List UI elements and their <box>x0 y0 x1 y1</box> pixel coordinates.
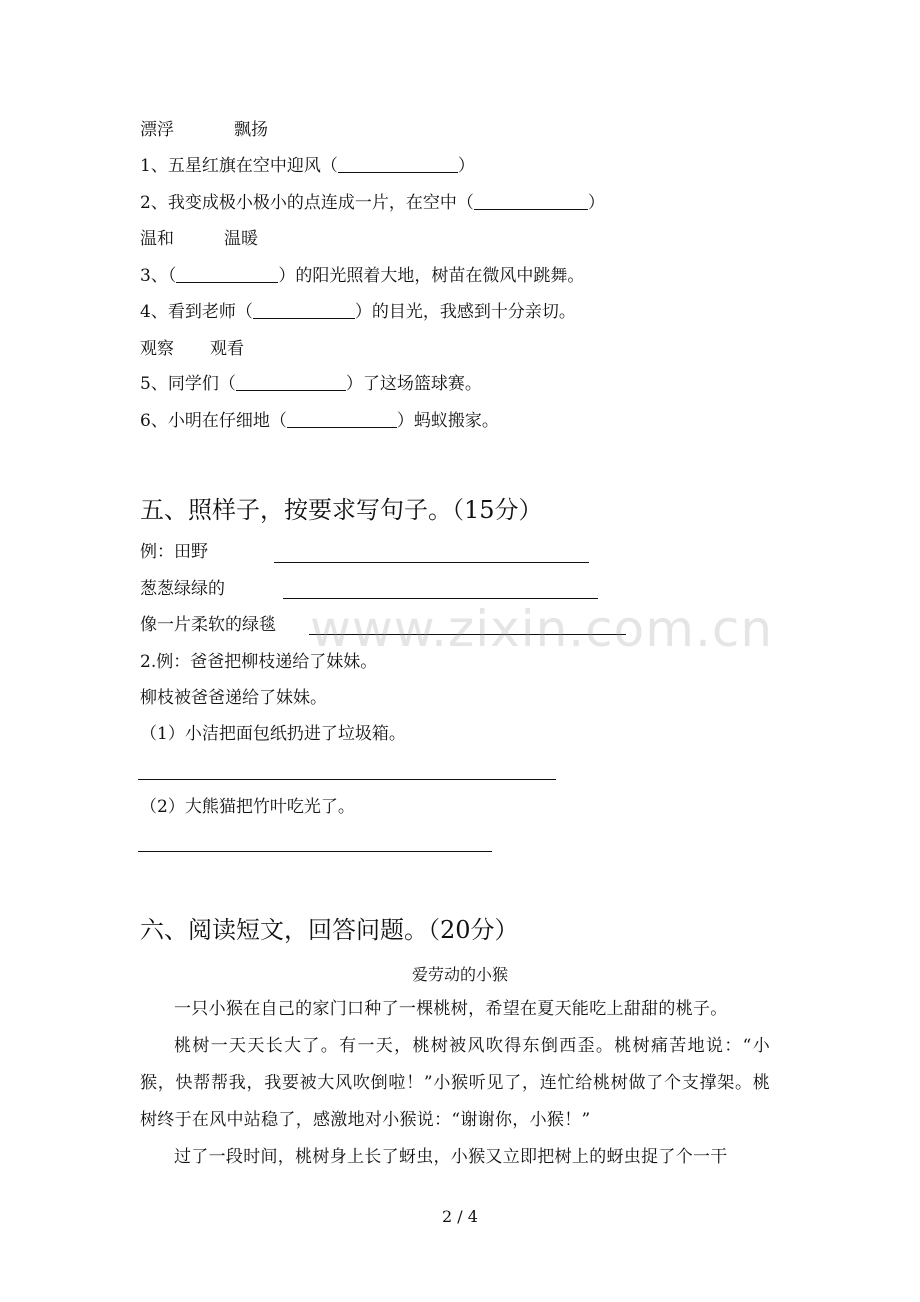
word-option: 温和 <box>140 229 174 249</box>
story-title: 爱劳动的小猴 <box>411 965 508 984</box>
item-1: （1）小洁把面包纸扔进了垃圾箱。 <box>140 724 406 744</box>
question-text: 2、我变成极小极小的点连成一片，在空中（ <box>140 193 474 213</box>
question-text: ）的目光，我感到十分亲切。 <box>354 302 576 322</box>
page-number: 2 / 4 <box>442 1207 478 1226</box>
question-2 <box>140 192 605 214</box>
answer-blank[interactable] <box>236 374 346 391</box>
story-body <box>140 991 770 1176</box>
story-paragraph: 过了一段时间，桃树身上长了蚜虫，小猴又立即把树上的蚜虫捉了个一干 <box>174 1147 728 1167</box>
answer-blank[interactable] <box>253 302 355 319</box>
question-text: 5、同学们（ <box>140 374 236 394</box>
answer-blank[interactable] <box>287 411 397 428</box>
question-text: ）蚂蚁搬家。 <box>396 411 499 431</box>
question-6 <box>140 410 499 432</box>
question-text: ） <box>587 193 605 213</box>
answer-blank[interactable] <box>176 266 278 283</box>
word-option: 温暖 <box>224 229 258 249</box>
section-5-heading: 五、照样子，按要求写句子。（15分） <box>140 496 543 524</box>
example-line-3: 像一片柔软的绿毯 <box>140 615 276 635</box>
question-5 <box>140 373 482 395</box>
story-paragraph: 一只小猴在自己的家门口种了一棵桃树，希望在夏天能吃上甜甜的桃子。 <box>174 999 728 1019</box>
word-pair-3 <box>140 338 244 360</box>
question-4 <box>140 301 576 323</box>
answer-line[interactable] <box>274 562 589 563</box>
word-option: 漂浮 <box>140 120 174 140</box>
word-pair-1 <box>140 119 268 141</box>
example-label: 例：田野 <box>140 542 208 562</box>
answer-blank[interactable] <box>338 156 458 173</box>
example-2-answer: 柳枝被爸爸递给了妹妹。 <box>140 688 327 708</box>
question-text: 4、看到老师（ <box>140 302 253 322</box>
word-pair-2 <box>140 228 258 250</box>
story-paragraph: 桃树一天天长大了。有一天，桃树被风吹得东倒西歪。桃树痛苦地说：“小猴，快帮帮我，我要被大风吹倒啦！”小猴听见了，连忙给桃树做了个支撑架。桃树终于在风中站稳了，感激地对小猴说：“谢谢你，小猴！” <box>140 1036 770 1130</box>
section-6-heading: 六、阅读短文，回答问题。（20分） <box>140 916 519 944</box>
question-3 <box>140 265 584 287</box>
item-2: （2）大熊猫把竹叶吃光了。 <box>140 797 355 817</box>
answer-line[interactable] <box>283 598 598 599</box>
example-2: 2.例：爸爸把柳枝递给了妹妹。 <box>140 652 378 672</box>
word-option: 观看 <box>210 339 244 359</box>
example-line-2: 葱葱绿绿的 <box>140 579 225 599</box>
question-1 <box>140 155 475 177</box>
answer-blank[interactable] <box>474 193 588 210</box>
question-text: ） <box>457 156 475 176</box>
question-text: 6、小明在仔细地（ <box>140 411 287 431</box>
word-option: 飘扬 <box>234 120 268 140</box>
question-text: 1、五星红旗在空中迎风（ <box>140 156 338 176</box>
answer-line[interactable] <box>138 779 556 780</box>
question-text: ）了这场篮球赛。 <box>345 374 482 394</box>
question-text: 3、（ <box>140 266 177 286</box>
answer-line[interactable] <box>138 851 492 852</box>
word-option: 观察 <box>140 339 174 359</box>
question-text: ）的阳光照着大地，树苗在微风中跳舞。 <box>278 266 585 286</box>
watermark: www.zixin.com.cn <box>310 600 774 658</box>
